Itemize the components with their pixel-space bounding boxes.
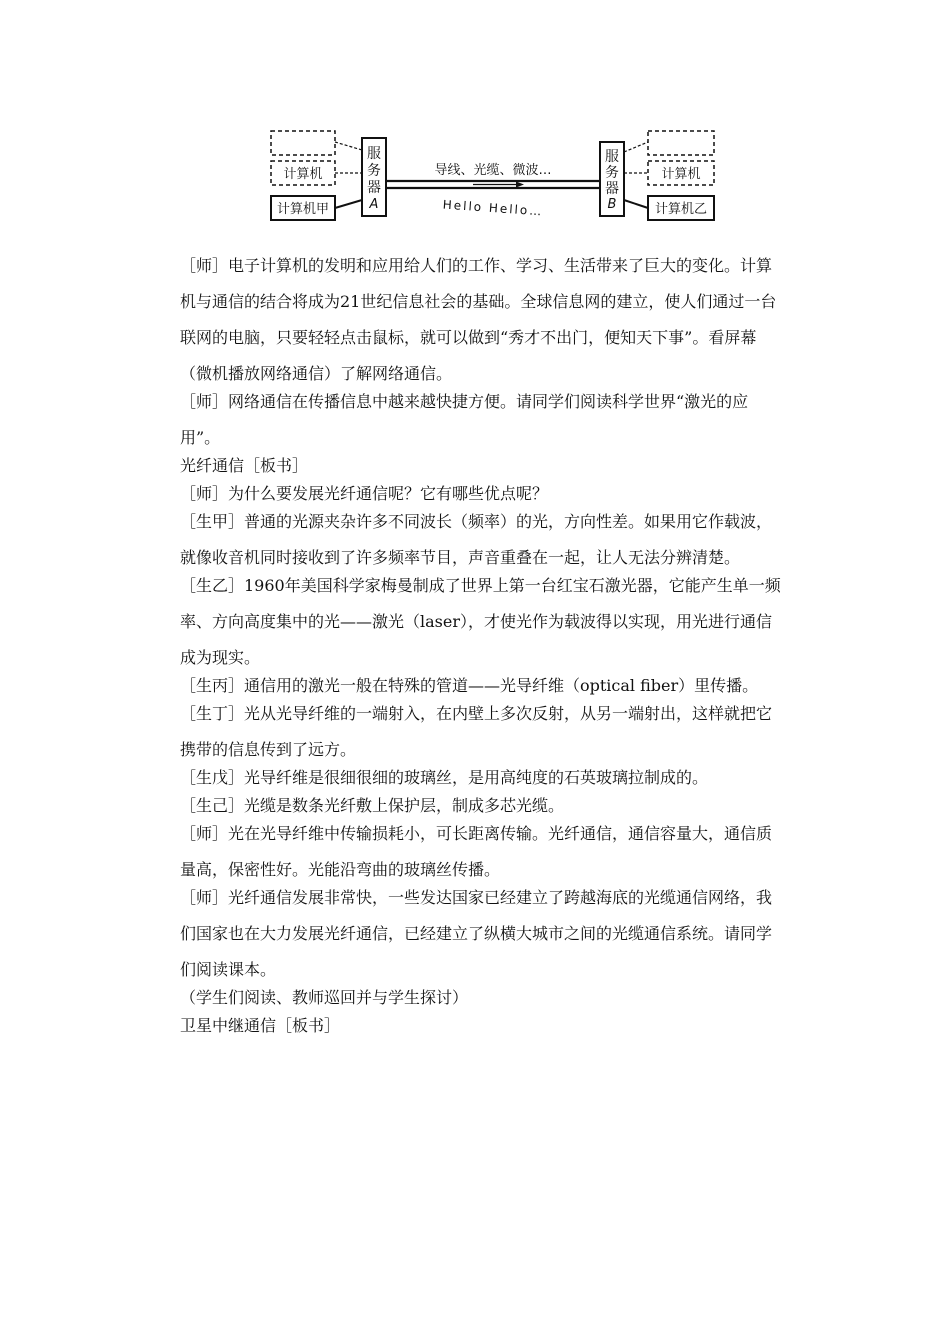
server-a-letter: A xyxy=(369,197,379,212)
paragraph-line: ［生甲］普通的光源夹杂许多不同波长（频率）的光，方向性差。如果用它作载波， xyxy=(180,512,773,531)
server-b-char-3: 器 xyxy=(605,181,619,197)
channel-label: 导线、光缆、微波… xyxy=(434,163,552,178)
paragraph-line: 们国家也在大力发展光纤通信，已经建立了纵横大城市之间的光缆通信系统。请同学 xyxy=(180,924,773,943)
computer-a-label: 计算机甲 xyxy=(276,202,330,217)
paragraph-line: 成为现实。 xyxy=(180,648,261,667)
paragraph-line: 率、方向高度集中的光——激光（laser），才使光作为载波得以实现，用光进行通信 xyxy=(180,612,772,631)
paragraph-line: ［师］光纤通信发展非常快，一些发达国家已经建立了跨越海底的光缆通信网络，我 xyxy=(180,888,773,907)
paragraph-line: 用”。 xyxy=(180,428,221,447)
lesson-text xyxy=(180,256,810,1036)
paragraph-line: 机与通信的结合将成为21世纪信息社会的基础。全球信息网的建立，使人们通过一台 xyxy=(180,292,777,311)
computer-b-label: 计算机乙 xyxy=(654,202,708,217)
network-diagram-svg xyxy=(268,128,718,224)
paragraph-line: 们阅读课本。 xyxy=(180,960,277,979)
paragraph-line: ［生戊］光导纤维是很细很细的玻璃丝，是用高纯度的石英玻璃拉制成的。 xyxy=(180,768,709,787)
computer-label-right: 计算机 xyxy=(661,167,701,182)
paragraph-line: ［生丙］通信用的激光一般在特殊的管道——光导纤维（optical fiber）里传播。 xyxy=(180,676,759,695)
dashed-link-top-left xyxy=(335,142,362,150)
section-heading: 光纤通信［板书］ xyxy=(180,456,309,475)
signal-arrow-head xyxy=(516,182,524,188)
server-a-char-3: 器 xyxy=(367,180,381,196)
dashed-link-top-right xyxy=(624,142,648,152)
dashed-computer-box-top-right xyxy=(648,131,714,155)
paragraph-line: （微机播放网络通信）了解网络通信。 xyxy=(180,364,453,383)
paragraph-line: ［生丁］光从光导纤维的一端射入，在内壁上多次反射，从另一端射出，这样就把它 xyxy=(180,704,773,723)
server-a-char-1: 服 xyxy=(367,146,381,162)
network-diagram xyxy=(268,128,718,224)
solid-link-right xyxy=(624,200,648,208)
paragraph-line: ［师］电子计算机的发明和应用给人们的工作、学习、生活带来了巨大的变化。计算 xyxy=(180,256,773,275)
paragraph-line: ［师］为什么要发展光纤通信呢？它有哪些优点呢？ xyxy=(180,484,549,503)
server-b-char-2: 务 xyxy=(605,165,619,181)
paragraph-line: ［生乙］1960年美国科学家梅曼制成了世界上第一台红宝石激光器，它能产生单一频 xyxy=(180,576,781,595)
server-a-char-2: 务 xyxy=(367,163,381,179)
paragraph-line: 携带的信息传到了远方。 xyxy=(180,740,357,759)
paragraph-line: ［师］网络通信在传播信息中越来越快捷方便。请同学们阅读科学世界“激光的应 xyxy=(180,392,749,411)
paragraph-line: （学生们阅读、教师巡回并与学生探讨） xyxy=(180,988,469,1007)
dashed-computer-box-top-left xyxy=(271,131,335,155)
paragraph-line: ［生己］光缆是数条光纤敷上保护层，制成多芯光缆。 xyxy=(180,796,565,815)
server-b-letter: B xyxy=(607,197,617,212)
paragraph-line: ［师］光在光导纤维中传输损耗小，可长距离传输。光纤通信，通信容量大，通信质 xyxy=(180,824,773,843)
paragraph-line: 联网的电脑，只要轻轻点击鼠标，就可以做到“秀才不出门，便知天下事”。看屏幕 xyxy=(180,328,757,347)
solid-link-left xyxy=(335,200,362,208)
paragraph-line: 量高，保密性好。光能沿弯曲的玻璃丝传播。 xyxy=(180,860,501,879)
hello-text: Hello Hello… xyxy=(442,197,544,219)
computer-label-left: 计算机 xyxy=(283,167,323,182)
section-heading: 卫星中继通信［板书］ xyxy=(180,1016,341,1035)
server-b-char-1: 服 xyxy=(605,149,619,165)
paragraph-line: 就像收音机同时接收到了许多频率节目，声音重叠在一起，让人无法分辨清楚。 xyxy=(180,548,741,567)
